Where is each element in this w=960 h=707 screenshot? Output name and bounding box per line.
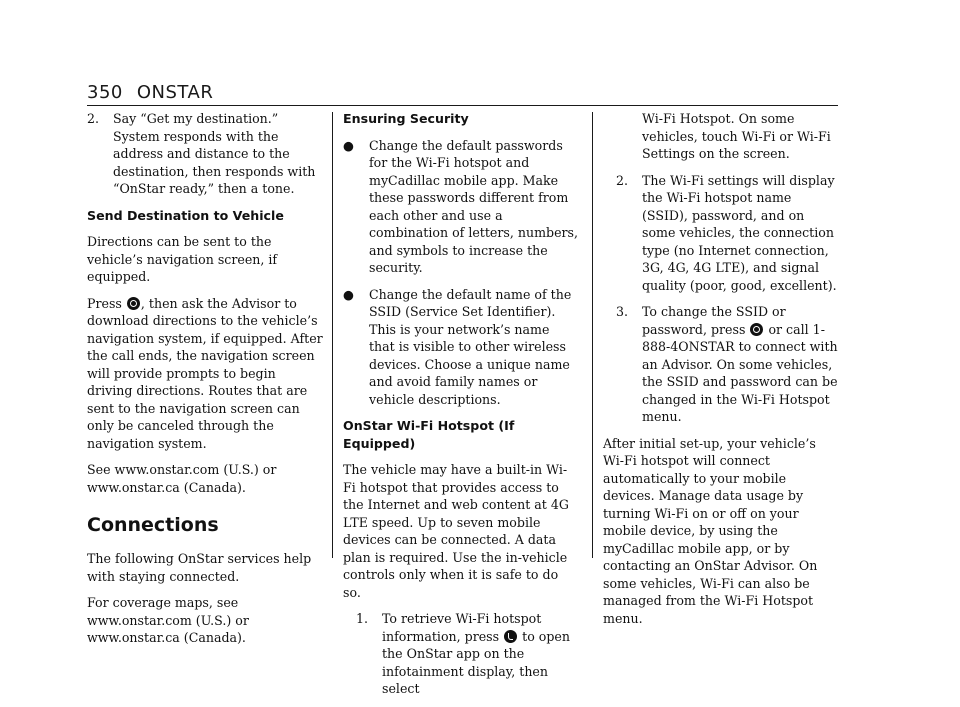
paragraph: For coverage maps, see www.onstar.com (U.S.) or www.onstar.ca (Canada). xyxy=(87,595,249,645)
step-text: Wi-Fi Hotspot. On some vehicles, touch Wi-Fi or Wi-Fi Settings on the screen. xyxy=(642,111,831,161)
app-button-icon xyxy=(504,630,517,643)
bullet-icon: ● xyxy=(343,286,354,302)
list-item-continuation xyxy=(616,110,839,163)
list-item xyxy=(356,610,579,698)
section-heading: OnStar Wi-Fi Hotspot (If Equipped) xyxy=(343,418,515,451)
press-word: Press xyxy=(87,295,122,311)
list-item xyxy=(87,110,323,198)
section-title: ONSTAR xyxy=(136,82,214,103)
step-text: To change the SSID or password, press xyxy=(642,304,786,337)
onstar-button-icon xyxy=(750,323,763,336)
onstar-button-icon xyxy=(127,297,140,310)
page-number: 350 xyxy=(87,82,123,103)
paragraph: The following OnStar services help with staying connected. xyxy=(87,551,312,584)
list-item xyxy=(343,137,579,277)
list-item xyxy=(616,303,839,426)
step-text: Say “Get my destination.” System responds with the address and distance to the destination, then responds with “OnStar ready,” then a tone. xyxy=(113,111,316,196)
section-heading: Send Destination to Vehicle xyxy=(87,207,284,223)
column-divider-1 xyxy=(332,112,333,558)
page-header xyxy=(87,82,213,103)
paragraph: See www.onstar.com (U.S.) or www.onstar.ca (Canada). xyxy=(87,462,277,495)
step-number: 3. xyxy=(616,304,629,319)
step-number: 1. xyxy=(356,611,369,626)
step-text: to open the OnStar app on the infotainment display, then select xyxy=(382,628,570,696)
step-text: or call 1-888-4ONSTAR to connect with an Advisor. On some vehicles, the SSID and password can be changed in the Wi-Fi Hotspot menu. xyxy=(642,321,838,424)
step-number: 2. xyxy=(616,172,629,188)
step-number: 2. xyxy=(87,111,100,126)
section-title-large: Connections xyxy=(87,514,219,536)
header-divider xyxy=(87,105,838,106)
paragraph: The vehicle may have a built-in Wi-Fi hotspot that provides access to the Internet and web content at 4G LTE speed. Up to seven mobile devices can be connected. A data plan is required. Use the in-vehicle controls only when it is safe to do so. xyxy=(343,462,569,600)
step-text: To retrieve Wi-Fi hotspot information, press xyxy=(382,611,542,644)
column-3 xyxy=(603,110,839,636)
bullet-text: Change the default name of the SSID (Service Set Identifier). This is your network’s name that is visible to other wireless devices. Choose a unique name and avoid family names or vehicle descriptions. xyxy=(369,286,572,407)
list-item xyxy=(616,172,839,295)
paragraph: Directions can be sent to the vehicle’s navigation screen, if equipped. xyxy=(87,234,278,284)
column-1 xyxy=(87,110,323,656)
column-divider-2 xyxy=(592,112,593,558)
column-2 xyxy=(343,110,579,707)
bullet-icon: ● xyxy=(343,137,354,153)
section-heading: Ensuring Security xyxy=(343,111,469,126)
paragraph: After initial set-up, your vehicle’s Wi-Fi hotspot will connect automatically to your mobile devices. Manage data usage by turning Wi-Fi on or off on your mobile device, by using the myCadillac mobile app, or by contacting an OnStar Advisor. On some vehicles, Wi-Fi can also be managed from the Wi-Fi Hotspot menu. xyxy=(603,435,818,626)
bullet-text: Change the default passwords for the Wi-Fi hotspot and myCadillac mobile app. Make these passwords different from each other and use a combination of letters, numbers, and symbols to increase the security. xyxy=(369,137,579,275)
paragraph-text: , then ask the Advisor to download directions to the vehicle’s navigation system, if equipped. After the call ends, the navigation screen will provide prompts to begin driving directions. Routes that are sent to the navigation screen can only be canceled through the navigation system. xyxy=(87,295,323,451)
list-item xyxy=(343,286,579,409)
step-text: The Wi-Fi settings will display the Wi-Fi hotspot name (SSID), password, and on some vehicles, the connection type (no Internet connection, 3G, 4G, 4G LTE), and signal quality (poor, good, excellent). xyxy=(642,172,837,293)
paragraph xyxy=(87,295,323,453)
